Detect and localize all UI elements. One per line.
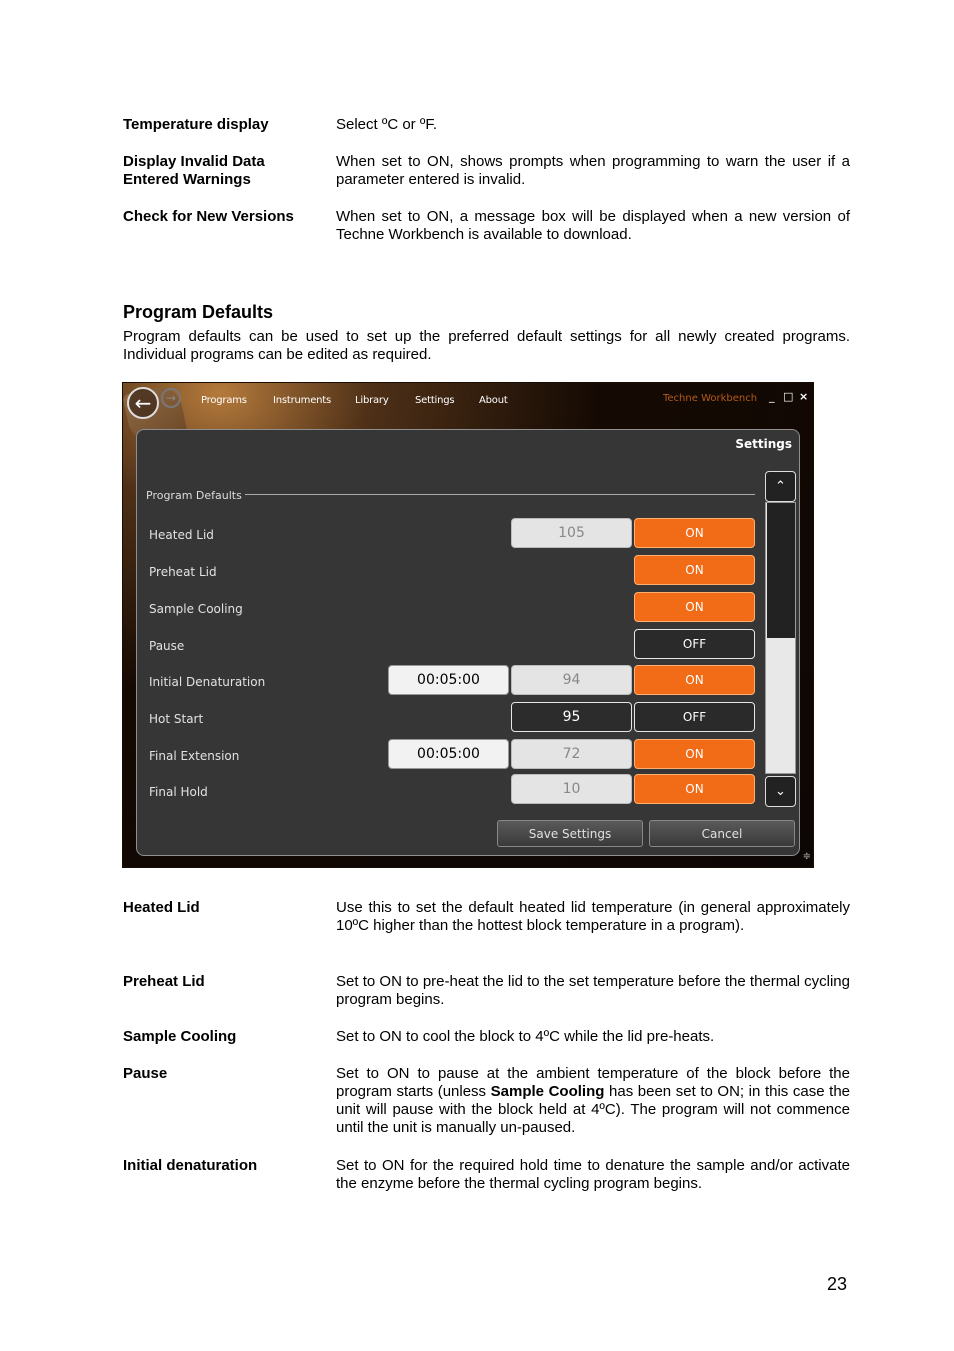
menu-instruments[interactable]: Instruments (273, 395, 332, 406)
def-desc: Use this to set the default heated lid temperature (in general approximately 10ºC higher than the hottest block temperature in a program). (336, 899, 850, 934)
heated-lid-toggle[interactable]: ON (634, 518, 755, 548)
resize-grip-icon[interactable]: ≑ (802, 851, 811, 862)
def-term: Initial denaturation (123, 1157, 258, 1174)
scroll-up-chevron-icon[interactable]: ⌃ (765, 471, 796, 502)
def-term: Sample Cooling (123, 1028, 237, 1045)
desc-part: Set to ON to pause at the ambient temperature of the block before the program starts (unless (336, 1065, 850, 1100)
def-term: Heated Lid (123, 899, 200, 916)
hot-start-value[interactable]: 95 (511, 702, 632, 732)
panel-title: Settings (735, 437, 792, 451)
scroll-down-chevron-icon[interactable]: ⌄ (765, 776, 796, 807)
row-label-sample-cooling: Sample Cooling (149, 602, 243, 616)
menu-about[interactable]: About (479, 395, 508, 406)
def-desc: Set to ON to cool the block to 4ºC while the lid pre-heats. (336, 1028, 715, 1045)
minimize-icon[interactable]: _ (769, 390, 775, 403)
def-term: Temperature display (123, 116, 269, 133)
def-term: Pause (123, 1065, 168, 1082)
row-label-initial-denaturation: Initial Denaturation (149, 675, 266, 689)
def-desc: Select ºC or ºF. (336, 116, 437, 133)
row-label-preheat-lid: Preheat Lid (149, 565, 217, 579)
def-desc: Set to ON to pre-heat the lid to the set temperature before the thermal cycling program begins. (336, 973, 850, 1008)
heated-lid-value[interactable]: 105 (511, 518, 632, 548)
hot-start-toggle[interactable]: OFF (634, 702, 755, 732)
def-desc: When set to ON, shows prompts when programming to warn the user if a parameter entered is invalid. (336, 153, 850, 188)
def-term-line: Display Invalid Data (123, 153, 265, 170)
def-desc: When set to ON, a message box will be displayed when a new version of Techne Workbench is available to download. (336, 208, 850, 243)
row-label-pause: Pause (149, 639, 185, 653)
menu-programs[interactable]: Programs (201, 395, 247, 406)
final-hold-value[interactable]: 10 (511, 774, 632, 804)
scrollbar-track[interactable] (765, 502, 796, 774)
def-term (123, 153, 323, 189)
program-defaults-label: Program Defaults (146, 489, 242, 502)
final-extension-value[interactable]: 72 (511, 739, 632, 769)
row-label-final-extension: Final Extension (149, 749, 240, 763)
section-intro: Program defaults can be used to set up the preferred default settings for all newly created programs. Individual programs can be edited as required. (123, 328, 850, 363)
row-label-heated-lid: Heated Lid (149, 528, 214, 542)
final-extension-time[interactable]: 00:05:00 (388, 739, 509, 769)
def-desc (336, 1065, 850, 1137)
forward-arrow-icon[interactable]: → (161, 388, 181, 408)
row-label-hot-start: Hot Start (149, 712, 204, 726)
row-label-final-hold: Final Hold (149, 785, 208, 799)
final-hold-toggle[interactable]: ON (634, 774, 755, 804)
cancel-button[interactable]: Cancel (649, 820, 795, 847)
page-number: 23 (827, 1274, 848, 1294)
def-desc: Set to ON for the required hold time to denature the sample and/or activate the enzyme before the thermal cycling program begins. (336, 1157, 850, 1192)
menu-settings[interactable]: Settings (415, 395, 455, 406)
pause-toggle[interactable]: OFF (634, 629, 755, 659)
section-divider (245, 494, 755, 495)
initial-denaturation-time[interactable]: 00:05:00 (388, 665, 509, 695)
def-term: Check for New Versions (123, 208, 294, 225)
desc-part: has been set to ON; in this case the unit will pause with the block held at 4ºC). The program will not commence until the unit is manually un-paused. (336, 1083, 850, 1136)
close-icon[interactable]: × (799, 390, 809, 403)
sample-cooling-toggle[interactable]: ON (634, 592, 755, 622)
app-brand: Techne Workbench (663, 393, 758, 404)
save-settings-button[interactable]: Save Settings (497, 820, 643, 847)
def-term: Preheat Lid (123, 973, 205, 990)
section-heading: Program Defaults (123, 302, 274, 322)
scrollbar-thumb[interactable] (767, 503, 795, 638)
def-term-line: Entered Warnings (123, 171, 251, 188)
final-extension-toggle[interactable]: ON (634, 739, 755, 769)
initial-denaturation-value[interactable]: 94 (511, 665, 632, 695)
back-arrow-icon[interactable]: ← (127, 387, 159, 419)
app-screenshot (122, 382, 814, 868)
settings-panel (136, 429, 800, 856)
initial-denaturation-toggle[interactable]: ON (634, 665, 755, 695)
menu-library[interactable]: Library (355, 395, 389, 406)
maximize-icon[interactable]: □ (783, 390, 794, 403)
preheat-lid-toggle[interactable]: ON (634, 555, 755, 585)
desc-bold: Sample Cooling (490, 1083, 605, 1100)
